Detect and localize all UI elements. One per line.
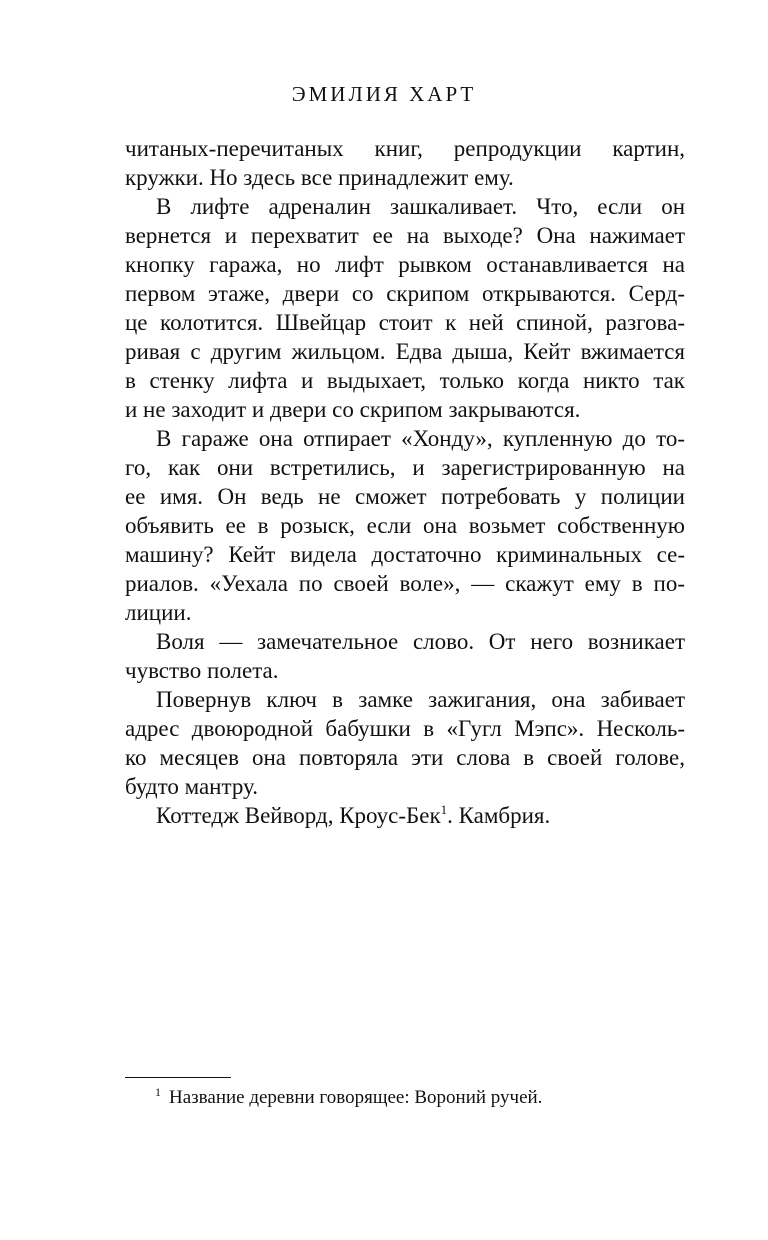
text-line: риалов. «Уехала по своей воле», — скажут ему в по-	[125, 571, 685, 596]
text-line: Воля — замечательное слово. От него возникает	[156, 629, 685, 654]
text-line: го, как они встретились, и зарегистрированную на	[125, 455, 685, 480]
final-line-end: . Камбрия.	[447, 803, 551, 828]
text-line: в стенку лифта и выдыхает, только когда никто так	[125, 368, 685, 393]
running-head-author: ЭМИЛИЯ ХАРТ	[291, 82, 477, 106]
text-line: первом этаже, двери со скрипом открываются. Серд-	[125, 281, 685, 306]
text-line: це колотится. Швейцар стоит к ней спиной, разгова-	[125, 310, 685, 335]
text-line: вернется и перехватит ее на выходе? Она нажимает	[125, 223, 685, 248]
footnote-divider	[125, 1077, 231, 1078]
footnote-marker: 1	[155, 1085, 161, 1099]
text-line: ко месяцев она повторяла эти слова в своей голове,	[125, 745, 685, 770]
text-line: В гараже она отпирает «Хонду», купленную до то-	[156, 426, 685, 451]
footnote-text: Название деревни говорящее: Вороний ручей.	[169, 1087, 543, 1108]
text-line: объявить ее в розыск, если она возьмет собственную	[125, 513, 685, 538]
final-line-text: Коттедж Вейворд, Кроус-Бек	[156, 803, 441, 828]
body-text	[125, 134, 685, 830]
text-line: и не заходит и двери со скрипом закрываются.	[125, 397, 581, 422]
text-line-final	[125, 801, 685, 830]
text-line: адрес двоюродной бабушки в «Гугл Мэпс». Несколь-	[125, 716, 685, 741]
text-line: кнопку гаража, но лифт рывком останавливается на	[125, 252, 685, 277]
text-line: Повернув ключ в замке зажигания, она забивает	[156, 687, 685, 712]
text-line: В лифте адреналин зашкаливает. Что, если он	[156, 194, 685, 219]
text-line: машину? Кейт видела достаточно криминальных се-	[125, 542, 685, 567]
text-line: чувство полета.	[125, 658, 279, 683]
text-line: читаных-перечитаных книг, репродукции картин,	[125, 136, 685, 161]
text-line: кружки. Но здесь все принадлежит ему.	[125, 165, 514, 190]
footnote	[155, 1085, 542, 1111]
text-line: будто мантру.	[125, 774, 258, 799]
text-line: ее имя. Он ведь не сможет потребовать у полиции	[125, 484, 685, 509]
footnote-reference[interactable]: 1	[440, 802, 448, 817]
text-line: ривая с другим жильцом. Едва дыша, Кейт вжимается	[125, 339, 685, 364]
text-line: лиции.	[125, 600, 192, 625]
